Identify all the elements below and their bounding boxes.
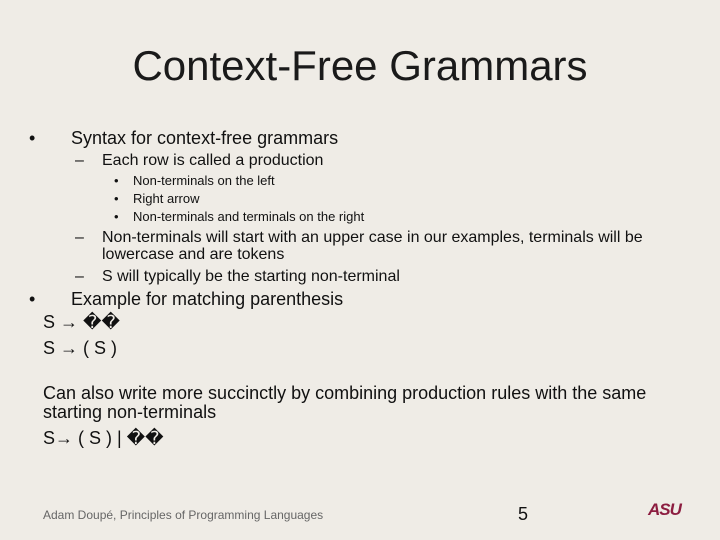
asu-logo: ASU (648, 500, 681, 519)
subbullet-text: S will typically be the starting non-terminal (102, 268, 400, 285)
dash-marker: – (75, 229, 84, 246)
page-number: 5 (518, 504, 529, 524)
bullet-marker: • (29, 128, 36, 148)
dash-marker: – (75, 152, 84, 169)
slide-title: Context-Free Grammars (132, 42, 588, 89)
subsubbullet-text: Non-terminals on the left (133, 173, 275, 188)
bullet-marker: • (114, 173, 119, 188)
dash-marker: – (75, 268, 84, 285)
subbullet-text: Each row is called a production (102, 152, 324, 169)
subbullet-text: Non-terminals will start with an upper case in our examples, terminals will be lowercase and are tokens (102, 229, 643, 263)
bullet-marker: • (114, 191, 119, 206)
paragraph: Can also write more succinctly by combining production rules with the same starting non-terminals (43, 383, 647, 422)
bullet-text: Example for matching parenthesis (71, 289, 344, 309)
production-rule-combined: S→ ( S ) | �� (43, 428, 164, 448)
footer-text: Adam Doupé, Principles of Programming Languages (43, 508, 324, 522)
bullet-marker: • (114, 209, 119, 224)
bullet-marker: • (29, 289, 36, 309)
production-rule: S → ( S ) (43, 338, 118, 358)
subsubbullet-text: Non-terminals and terminals on the right (133, 209, 365, 224)
bullet-text: Syntax for context-free grammars (71, 128, 339, 148)
production-rule: S → �� (43, 312, 120, 332)
subsubbullet-text: Right arrow (133, 191, 200, 206)
